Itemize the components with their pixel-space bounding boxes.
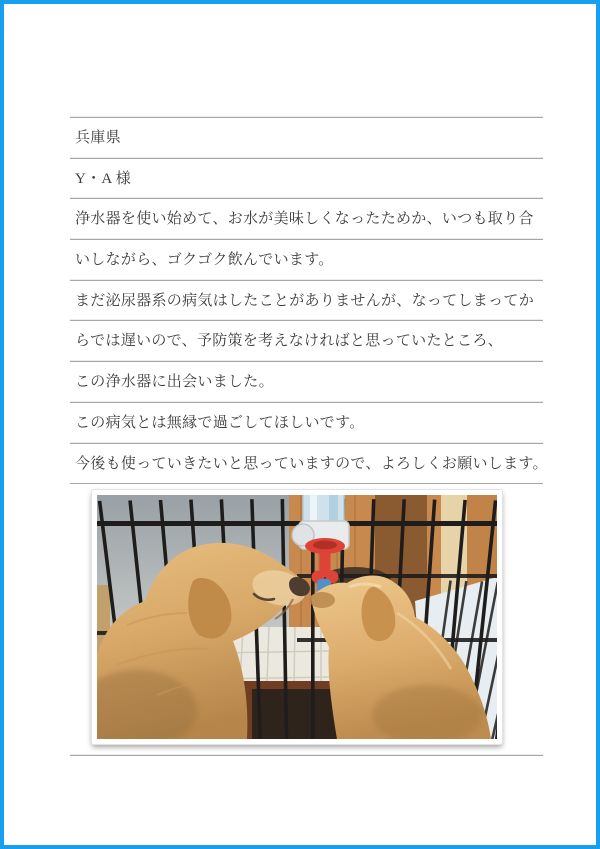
letter-line: らでは遅いので、予防策を考えなければと思っていたところ、	[70, 320, 543, 361]
letter-line: 浄水器を使い始めて、お水が美味しくなったためか、いつも取り合	[70, 198, 543, 239]
letter-line: 今後も使っていきたいと思っていますので、よろしくお願いします。	[70, 443, 543, 484]
letter-line: まだ泌尿器系の病気はしたことがありませんが、なってしまってか	[70, 280, 543, 321]
testimonial-letter	[70, 117, 548, 484]
letter-line: この浄水器に出会いました。	[70, 361, 543, 402]
letter-line: この病気とは無縁で過ごしてほしいです。	[70, 402, 543, 443]
dogs-photo-illustration	[97, 495, 497, 739]
bottom-rule	[70, 755, 543, 756]
letter-line: いしながら、ゴクゴク飲んでいます。	[70, 239, 543, 280]
testimonial-photo	[92, 490, 502, 744]
letter-line-customer-name: Y・A 様	[70, 158, 543, 199]
letter-line-prefecture: 兵庫県	[70, 117, 543, 158]
